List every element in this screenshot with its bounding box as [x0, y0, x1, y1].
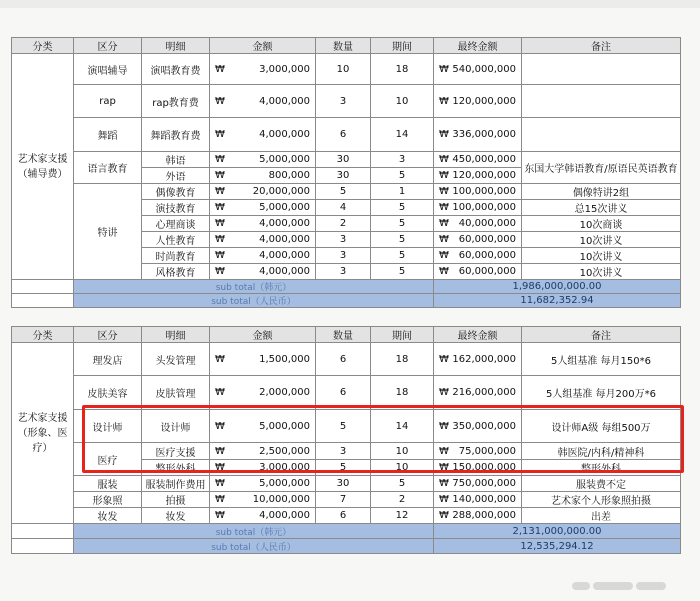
period-cell: 5	[371, 264, 434, 280]
amount-cell: ₩ 3,000,000	[210, 54, 316, 85]
note-cell: 偶像特讲2组	[522, 184, 681, 200]
division-cell: 皮肤美容	[74, 376, 142, 410]
note-cell: 10次讲义	[522, 264, 681, 280]
detail-cell: 韩语	[142, 152, 210, 168]
table-row	[12, 492, 681, 508]
final-amount-cell: ₩ 100,000,000	[434, 200, 522, 216]
detail-cell: 偶像教育	[142, 184, 210, 200]
final-amount-cell: ₩ 150,000,000	[434, 460, 522, 476]
note-cell: 东国大学韩语教育/原语民英语教育	[522, 152, 681, 184]
subtotal-rmb-value: 11,682,352.94	[434, 294, 681, 308]
table-row	[12, 476, 681, 492]
subtotal-krw-value: 1,986,000,000.00	[434, 280, 681, 294]
header-category: 分类	[12, 38, 74, 54]
quantity-cell: 3	[316, 264, 371, 280]
quantity-cell: 10	[316, 54, 371, 85]
quantity-cell: 5	[316, 460, 371, 476]
header-final-amount: 最终金额	[434, 38, 522, 54]
final-amount-cell: ₩ 540,000,000	[434, 54, 522, 85]
detail-cell: rap教育费	[142, 85, 210, 118]
note-cell: 10次商谈	[522, 216, 681, 232]
detail-cell: 舞蹈教育费	[142, 118, 210, 152]
header-division: 区分	[74, 38, 142, 54]
note-cell: 10次讲义	[522, 248, 681, 264]
header-amount: 金额	[210, 327, 316, 343]
detail-cell: 设计师	[142, 410, 210, 443]
division-cell: 设计师	[74, 410, 142, 443]
quantity-cell: 6	[316, 376, 371, 410]
final-amount-cell: ₩ 216,000,000	[434, 376, 522, 410]
final-amount-cell: ₩ 60,000,000	[434, 248, 522, 264]
quantity-cell: 5	[316, 410, 371, 443]
detail-cell: 整形外科	[142, 460, 210, 476]
header-period: 期间	[371, 38, 434, 54]
quantity-cell: 30	[316, 152, 371, 168]
watermark	[572, 575, 692, 587]
header-quantity: 数量	[316, 38, 371, 54]
final-amount-cell: ₩ 40,000,000	[434, 216, 522, 232]
amount-cell: ₩ 4,000,000	[210, 118, 316, 152]
table-row	[12, 508, 681, 524]
amount-cell: ₩ 4,000,000	[210, 248, 316, 264]
note-cell: 5人组基准 每月200万*6	[522, 376, 681, 410]
header-note: 备注	[522, 327, 681, 343]
note-cell: 总15次讲义	[522, 200, 681, 216]
division-cell: 理发店	[74, 343, 142, 376]
note-cell	[522, 118, 681, 152]
detail-cell: 演唱教育费	[142, 54, 210, 85]
period-cell: 3	[371, 152, 434, 168]
table-row	[12, 85, 681, 118]
header-detail: 明细	[142, 38, 210, 54]
table-row	[12, 343, 681, 376]
final-amount-cell: ₩ 288,000,000	[434, 508, 522, 524]
period-cell: 18	[371, 54, 434, 85]
note-cell	[522, 85, 681, 118]
period-cell: 5	[371, 232, 434, 248]
quantity-cell: 30	[316, 168, 371, 184]
period-cell: 14	[371, 118, 434, 152]
period-cell: 14	[371, 410, 434, 443]
amount-cell: ₩ 5,000,000	[210, 200, 316, 216]
table-row	[12, 54, 681, 85]
detail-cell: 心理商谈	[142, 216, 210, 232]
subtotal-rmb-label: sub total（人民币）	[74, 294, 434, 308]
amount-cell: ₩ 2,500,000	[210, 443, 316, 460]
note-cell: 艺术家个人形象照拍摄	[522, 492, 681, 508]
final-amount-cell: ₩ 75,000,000	[434, 443, 522, 460]
period-cell: 12	[371, 508, 434, 524]
final-amount-cell: ₩ 140,000,000	[434, 492, 522, 508]
header-row	[12, 327, 681, 343]
division-cell: 服装	[74, 476, 142, 492]
quantity-cell: 5	[316, 184, 371, 200]
final-amount-cell: ₩ 350,000,000	[434, 410, 522, 443]
detail-cell: 拍摄	[142, 492, 210, 508]
header-period: 期间	[371, 327, 434, 343]
header-division: 区分	[74, 327, 142, 343]
header-quantity: 数量	[316, 327, 371, 343]
division-cell: 医疗	[74, 443, 142, 476]
subtotal-rmb-row	[12, 294, 681, 308]
final-amount-cell: ₩ 60,000,000	[434, 264, 522, 280]
amount-cell: ₩ 1,500,000	[210, 343, 316, 376]
subtotal-krw-row	[12, 280, 681, 294]
amount-cell: ₩ 4,000,000	[210, 85, 316, 118]
subtotal-rmb-value: 12,535,294.12	[434, 539, 681, 554]
subtotal-krw-label: sub total（韩元）	[74, 524, 434, 539]
division-cell: 舞蹈	[74, 118, 142, 152]
division-cell: 演唱辅导	[74, 54, 142, 85]
amount-cell: ₩ 800,000	[210, 168, 316, 184]
red-highlight-box	[82, 405, 684, 473]
subtotal-rmb-row	[12, 539, 681, 554]
division-cell: 特讲	[74, 184, 142, 280]
detail-cell: 外语	[142, 168, 210, 184]
period-cell: 18	[371, 343, 434, 376]
amount-cell: ₩ 2,000,000	[210, 376, 316, 410]
header-category: 分类	[12, 327, 74, 343]
period-cell: 10	[371, 460, 434, 476]
period-cell: 5	[371, 168, 434, 184]
quantity-cell: 3	[316, 248, 371, 264]
header-detail: 明细	[142, 327, 210, 343]
amount-cell: ₩ 4,000,000	[210, 508, 316, 524]
detail-cell: 服装制作费用	[142, 476, 210, 492]
division-cell: rap	[74, 85, 142, 118]
period-cell: 5	[371, 476, 434, 492]
header-row	[12, 38, 681, 54]
final-amount-cell: ₩ 100,000,000	[434, 184, 522, 200]
detail-cell: 皮肤管理	[142, 376, 210, 410]
table-row	[12, 152, 681, 168]
final-amount-cell: ₩ 120,000,000	[434, 168, 522, 184]
final-amount-cell: ₩ 120,000,000	[434, 85, 522, 118]
note-cell: 韩医院/内科/精神科	[522, 443, 681, 460]
detail-cell: 妆发	[142, 508, 210, 524]
category-cell: 艺术家支援 （形象、医 疗）	[12, 343, 74, 524]
quantity-cell: 3	[316, 443, 371, 460]
detail-cell: 医疗支援	[142, 443, 210, 460]
quantity-cell: 6	[316, 118, 371, 152]
table-row	[12, 118, 681, 152]
quantity-cell: 4	[316, 200, 371, 216]
division-cell: 妆发	[74, 508, 142, 524]
amount-cell: ₩ 20,000,000	[210, 184, 316, 200]
quantity-cell: 30	[316, 476, 371, 492]
amount-cell: ₩ 3,000,000	[210, 460, 316, 476]
final-amount-cell: ₩ 750,000,000	[434, 476, 522, 492]
division-cell: 语言教育	[74, 152, 142, 184]
header-final-amount: 最终金额	[434, 327, 522, 343]
amount-cell: ₩ 4,000,000	[210, 216, 316, 232]
coaching-cost-table	[11, 37, 681, 308]
note-cell	[522, 54, 681, 85]
note-cell: 出差	[522, 508, 681, 524]
period-cell: 2	[371, 492, 434, 508]
subtotal-krw-label: sub total（韩元）	[74, 280, 434, 294]
final-amount-cell: ₩ 450,000,000	[434, 152, 522, 168]
period-cell: 5	[371, 248, 434, 264]
detail-cell: 头发管理	[142, 343, 210, 376]
amount-cell: ₩ 4,000,000	[210, 232, 316, 248]
note-cell: 设计师A级 每组500万	[522, 410, 681, 443]
period-cell: 5	[371, 216, 434, 232]
quantity-cell: 6	[316, 508, 371, 524]
period-cell: 1	[371, 184, 434, 200]
detail-cell: 人性教育	[142, 232, 210, 248]
header-amount: 金额	[210, 38, 316, 54]
detail-cell: 风格教育	[142, 264, 210, 280]
table-row	[12, 184, 681, 200]
amount-cell: ₩ 5,000,000	[210, 410, 316, 443]
final-amount-cell: ₩ 162,000,000	[434, 343, 522, 376]
quantity-cell: 7	[316, 492, 371, 508]
amount-cell: ₩ 4,000,000	[210, 264, 316, 280]
subtotal-rmb-label: sub total（人民币）	[74, 539, 434, 554]
note-cell: 整形外科	[522, 460, 681, 476]
period-cell: 10	[371, 85, 434, 118]
note-cell: 服装费不定	[522, 476, 681, 492]
note-cell: 10次讲义	[522, 232, 681, 248]
top-edge	[0, 0, 700, 8]
amount-cell: ₩ 5,000,000	[210, 152, 316, 168]
quantity-cell: 2	[316, 216, 371, 232]
amount-cell: ₩ 10,000,000	[210, 492, 316, 508]
quantity-cell: 6	[316, 343, 371, 376]
subtotal-krw-value: 2,131,000,000.00	[434, 524, 681, 539]
detail-cell: 演技教育	[142, 200, 210, 216]
note-cell: 5人组基准 每月150*6	[522, 343, 681, 376]
period-cell: 5	[371, 200, 434, 216]
detail-cell: 时尚教育	[142, 248, 210, 264]
final-amount-cell: ₩ 60,000,000	[434, 232, 522, 248]
header-note: 备注	[522, 38, 681, 54]
category-cell: 艺术家支援 （辅导费）	[12, 54, 74, 280]
amount-cell: ₩ 5,000,000	[210, 476, 316, 492]
period-cell: 18	[371, 376, 434, 410]
quantity-cell: 3	[316, 85, 371, 118]
quantity-cell: 3	[316, 232, 371, 248]
period-cell: 10	[371, 443, 434, 460]
currency-symbol: ₩	[215, 63, 225, 75]
final-amount-cell: ₩ 336,000,000	[434, 118, 522, 152]
subtotal-krw-row	[12, 524, 681, 539]
division-cell: 形象照	[74, 492, 142, 508]
